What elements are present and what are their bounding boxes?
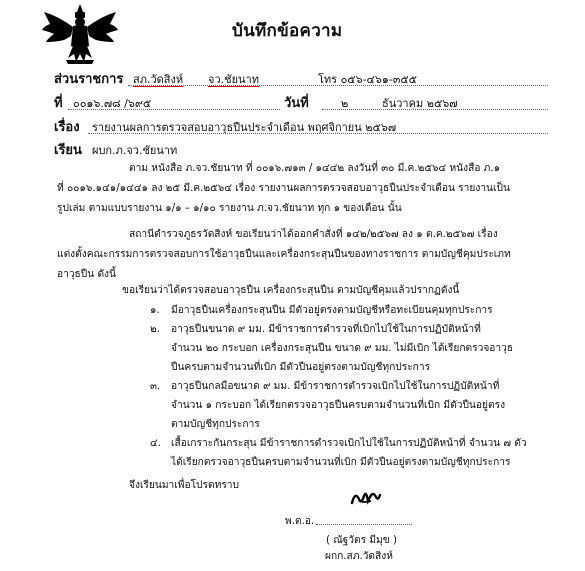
signer-rank: พ.ต.อ. xyxy=(285,516,315,527)
para2-line1: สถานีตำรวจภูธรวัดสิงห์ ขอเรียนว่าได้ออกคำสั่งที่ ๑๔๒/๒๕๖๗ ลง ๑ ต.ค.๒๕๖๗ เรื่อง xyxy=(129,229,498,240)
agency-office: สภ.วัดสิงห์ xyxy=(133,73,184,86)
signature-icon xyxy=(349,487,383,509)
para2-line2: แต่งตั้งคณะกรรมการตรวจสอบการใช้อาวุธปืนและเครื่องกระสุนปืนของทางราชการ ตามบัญชีคุมประเภท xyxy=(57,249,511,260)
to-value: ผบก.ภ.จว.ชัยนาท xyxy=(92,144,178,157)
closing-text: จึงเรียนมาเพื่อโปรดทราบ xyxy=(129,480,239,491)
date-dotline xyxy=(322,109,548,110)
signature-dotline xyxy=(316,524,412,525)
agency-dotline xyxy=(128,85,548,86)
item3-line3: ตามบัญชีทุกประการ xyxy=(171,419,260,430)
para3: ขอเรียนว่าได้ตรวจสอบอาวุธปืน เครื่องกระสุนปืน ตามบัญชีคุมแล้วปรากฏดังนี้ xyxy=(122,285,460,296)
to-label: เรียน xyxy=(54,143,82,158)
item3-line2: จำนวน ๑ กระบอก ได้เรียกตรวจอาวุธปืนครบตามจำนวนที่เบิก มีตัวปืนอยู่ตรง xyxy=(171,400,506,411)
signer-position: ผกก.สภ.วัดสิงห์ xyxy=(325,551,393,562)
item4-line1: เสื้อเกราะกันกระสุน มีข้าราชการตำรวจเบิกไปใช้ในการปฏิบัติหน้าที่ จำนวน ๗ ตัว xyxy=(171,438,527,449)
item2-line3: ปืนครบตามจำนวนที่เบิก มีตัวปืนอยู่ตรงตามบัญชีทุกประการ xyxy=(171,362,431,373)
item2-line1: อาวุธปืนขนาด ๙ มม. มีข้าราชการตำรวจที่เบิกไปใช้ในการปฏิบัติหน้าที่ xyxy=(171,324,481,335)
garuda-emblem-icon xyxy=(40,2,120,68)
number-label: ที่ xyxy=(54,96,63,111)
item4-line2: ได้เรียกตรวจอาวุธปืนครบตามจำนวนที่เบิก มีตัวปืนอยู่ตรงตามบัญชีทุกประการ xyxy=(171,457,511,468)
signer-name: ( ณัฐวัตร มีมุข ) xyxy=(326,535,397,546)
item1-number: ๑. xyxy=(150,305,160,316)
memo-title: บันทึกข้อความ xyxy=(232,21,343,41)
subject-value: รายงานผลการตรวจสอบอาวุธปืนประจำเดือน พฤศจิกายน ๒๕๖๗ xyxy=(92,121,397,134)
item2-number: ๒. xyxy=(150,324,160,335)
agency-province: จว.ชัยนาท xyxy=(208,73,259,86)
subject-label: เรื่อง xyxy=(54,120,80,135)
para1-line2: ที่ ๐๐๑๖.๑๔๑/๑๔๔๑ ลง ๒๕ มี.ค.๒๕๖๔ เรื่อง รายงานผลการตรวจสอบอาวุธปืนประจำเดือน รายงานเป็น xyxy=(57,183,510,194)
item1-line1: มีอาวุธปืนเครื่องกระสุนปืน มีตัวอยู่ตรงตามบัญชีหรือทะเบียนคุมทุกประการ xyxy=(171,305,493,316)
item4-number: ๔. xyxy=(150,438,161,449)
date-month-year: ธันวาคม ๒๕๖๗ xyxy=(382,97,458,110)
subject-dotline xyxy=(88,133,548,134)
number-dotline xyxy=(68,109,280,110)
para2-line3: อาวุธปืน ดังนี้ xyxy=(57,269,117,280)
item3-number: ๓. xyxy=(150,381,161,392)
para1-line3: รูปเล่ม ตามแบบรายงาน ๑/๑ – ๑/๑๐ รายงาน ภ.จว.ชัยนาท ทุก ๑ ของเดือน นั้น xyxy=(57,203,402,214)
agency-phone: โทร ๐๕๖-๔๖๑-๓๕๕ xyxy=(318,73,417,86)
date-day: ๒ xyxy=(341,97,349,110)
number-value: ๐๐๑๖.๗๘ /๖๙๕ xyxy=(73,97,152,110)
agency-label: ส่วนราชการ xyxy=(54,72,124,87)
date-label: วันที่ xyxy=(284,96,309,111)
item3-line1: อาวุธปืนกลมือขนาด ๙ มม. มีข้าราชการตำรวจเบิกไปใช้ในการปฏิบัติหน้าที่ xyxy=(171,381,500,392)
item2-line2: จำนวน ๒๐ กระบอก เครื่องกระสุนปืน ขนาด ๙ มม. ไม่มีเบิก ได้เรียกตรวจอาวุธ xyxy=(171,343,514,354)
para1-line1: ตาม หนังสือ ภ.จว.ชัยนาท ที่ ๐๐๑๖.๗๑๓ / ๑๔๔๒ ลงวันที่ ๓๐ มี.ค.๒๕๖๔ หนังสือ ภ.๑ xyxy=(129,163,501,174)
